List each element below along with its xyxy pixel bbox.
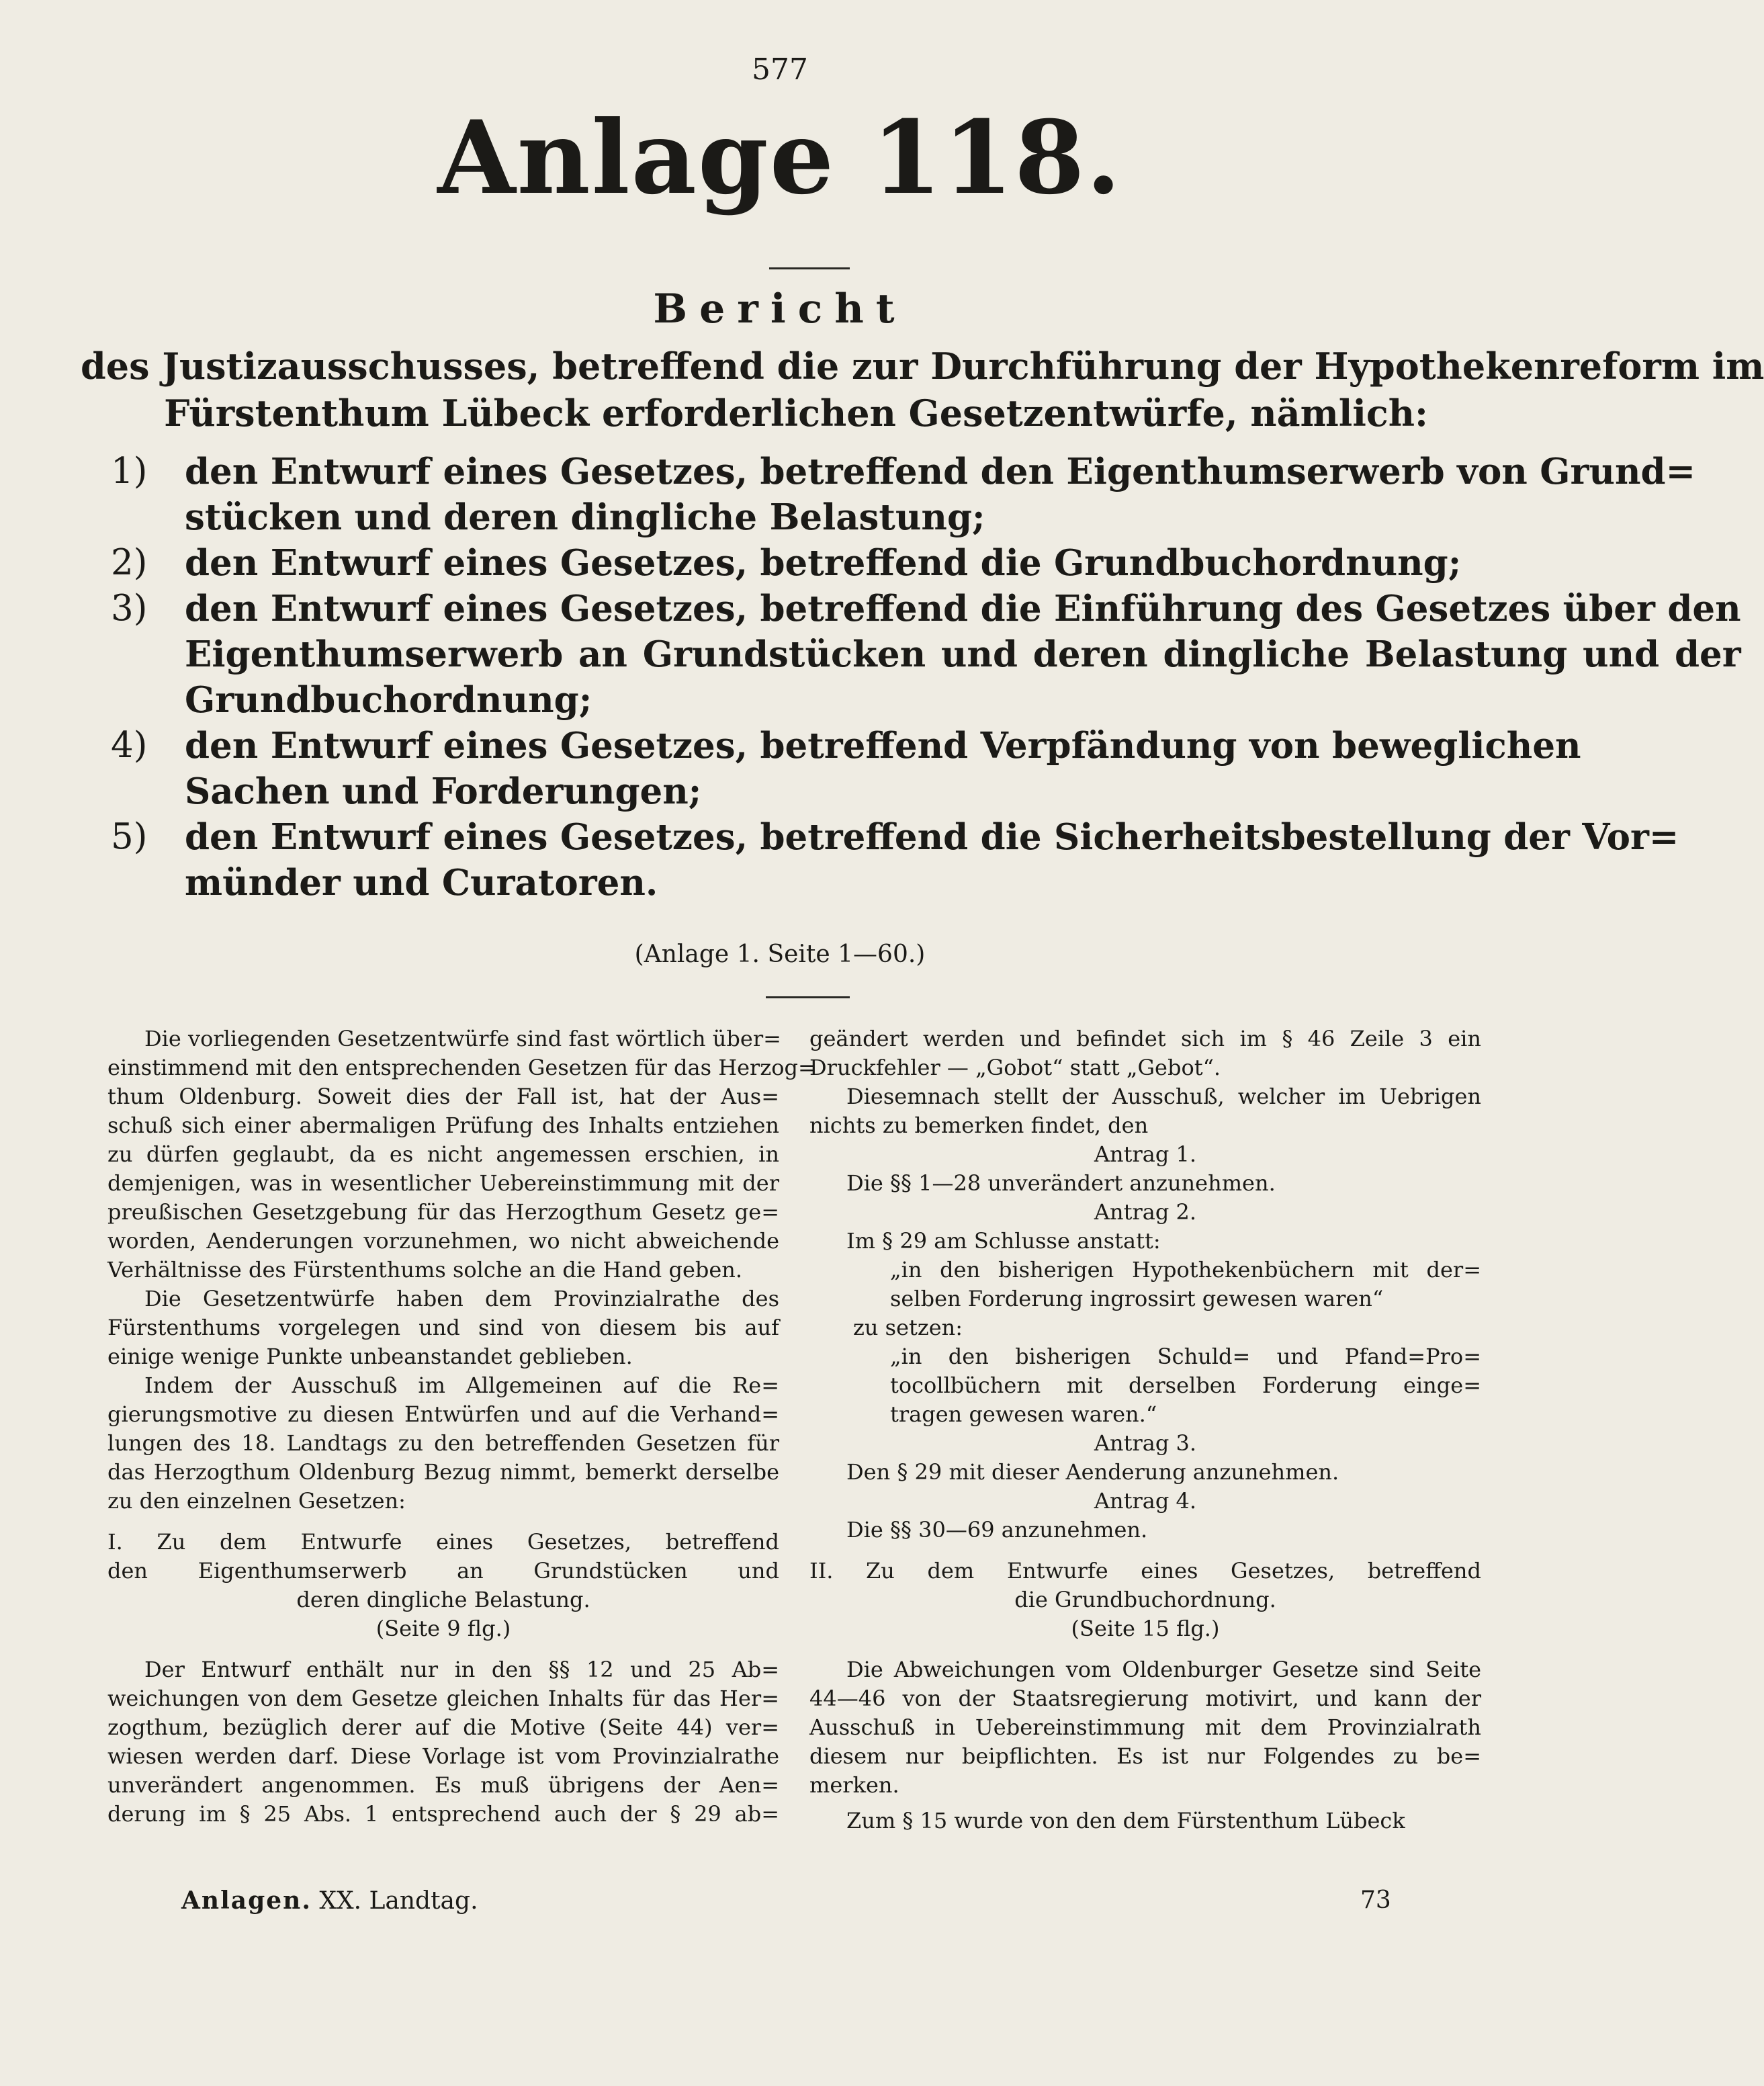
text-line: Diesemnach stellt der Ausschuß, welcher im Uebrigen xyxy=(846,1084,1481,1109)
footer-left xyxy=(181,1886,478,1915)
draft-list-item xyxy=(111,814,1679,906)
text-line: derung im § 25 Abs. 1 entsprechend auch der § 29 ab= xyxy=(107,1801,779,1827)
paragraph xyxy=(809,1082,1481,1140)
text-line: merken. xyxy=(809,1772,899,1798)
draft-list-item xyxy=(111,723,1581,814)
footer-anlagen: Anlagen. xyxy=(181,1886,312,1915)
draft-list xyxy=(111,449,1741,906)
draft-list-text xyxy=(185,814,1679,906)
antrag-text: Im § 29 am Schlusse anstatt: xyxy=(846,1228,1161,1254)
text-line: Die vorliegenden Gesetzentwürfe sind fast wörtlich über= xyxy=(144,1026,781,1051)
paragraph xyxy=(107,1285,779,1371)
text-line: nichts zu bemerken findet, den xyxy=(809,1113,1149,1138)
paragraph xyxy=(809,1025,1481,1082)
text-line: das Herzogthum Oldenburg Bezug nimmt, bemerkt derselbe xyxy=(107,1459,779,1485)
text-line: weichungen von dem Gesetze gleichen Inhalts für das Her= xyxy=(107,1686,779,1711)
text-line: gierungsmotive zu diesen Entwürfen und auf die Verhand= xyxy=(107,1401,779,1427)
antrag-heading: Antrag 1. xyxy=(1094,1141,1197,1167)
left-column xyxy=(107,1025,816,1829)
text-line: Verhältnisse des Fürstenthums solche an die Hand geben. xyxy=(107,1257,743,1283)
text-line: schuß sich einer abermaligen Prüfung des Inhalts entziehen xyxy=(107,1113,779,1138)
section-heading xyxy=(809,1557,1481,1614)
draft-list-number: 2) xyxy=(111,542,148,583)
quoted-text xyxy=(809,1342,1481,1429)
text-line: Indem der Ausschuß im Allgemeinen auf die Re= xyxy=(144,1373,779,1398)
draft-list-number: 1) xyxy=(111,451,148,492)
draft-list-number: 5) xyxy=(111,816,148,857)
text-line: wiesen werden darf. Diese Vorlage ist vom Provinzialrathe xyxy=(107,1743,779,1769)
report-subject xyxy=(81,343,1764,437)
text-line: Die Abweichungen vom Oldenburger Gesetze sind Seite xyxy=(846,1657,1481,1682)
antrag-text: zu setzen: xyxy=(853,1315,963,1340)
report-subject-line: Fürstenthum Lübeck erforderlichen Gesetzentwürfe, nämlich: xyxy=(164,392,1428,435)
anlage-title: Anlage 118. xyxy=(437,99,1122,217)
text-line: Die Gesetzentwürfe haben dem Provinzialrathe des xyxy=(144,1286,779,1311)
text-line: zogthum, bezüglich derer auf die Motive (Seite 44) ver= xyxy=(107,1714,779,1740)
text-line: die Grundbuchordnung. xyxy=(1014,1587,1276,1612)
antrag-heading: Antrag 4. xyxy=(1094,1488,1197,1514)
paragraph xyxy=(809,1655,1481,1800)
text-line: Eigenthumserwerb an Grundstücken und deren dingliche Belastung und der xyxy=(185,634,1741,675)
antrag-text: Die §§ 30—69 anzunehmen. xyxy=(846,1517,1148,1542)
draft-list-text xyxy=(185,540,1511,586)
page-reference: (Anlage 1. Seite 1—60.) xyxy=(634,941,926,968)
footer-page-number: 73 xyxy=(1360,1886,1391,1914)
text-line: den Entwurf eines Gesetzes, betreffend die Grundbuchordnung; xyxy=(185,542,1462,584)
draft-list-number: 3) xyxy=(111,588,148,629)
text-line: 44—46 von der Staatsregierung motivirt, und kann der xyxy=(809,1686,1481,1711)
antrag-heading: Antrag 2. xyxy=(1094,1199,1197,1225)
section-page-reference: (Seite 9 flg.) xyxy=(376,1616,511,1641)
text-line: Der Entwurf enthält nur in den §§ 12 und 25 Ab= xyxy=(144,1657,779,1682)
text-line: Ausschuß in Uebereinstimmung mit dem Provinzialrath xyxy=(809,1714,1481,1740)
text-line: einige wenige Punkte unbeanstandet geblieben. xyxy=(107,1344,633,1369)
draft-list-text xyxy=(185,723,1581,814)
paragraph xyxy=(107,1371,779,1516)
page-number: 577 xyxy=(752,52,808,87)
draft-list-item xyxy=(111,586,1741,723)
text-line: zu den einzelnen Gesetzen: xyxy=(107,1488,406,1514)
section-heading xyxy=(107,1528,779,1614)
text-line: den Entwurf eines Gesetzes, betreffend den Eigenthumserwerb von Grund= xyxy=(185,451,1696,492)
text-line: preußischen Gesetzgebung für das Herzogthum Gesetz ge= xyxy=(107,1199,779,1225)
text-line: den Entwurf eines Gesetzes, betreffend die Einführung des Gesetzes über den xyxy=(185,588,1741,629)
text-line: münder und Curatoren. xyxy=(185,862,658,904)
text-line: zu dürfen geglaubt, da es nicht angemessen erschien, in xyxy=(107,1141,779,1167)
section-divider xyxy=(766,996,850,998)
antrag-text: Die §§ 1—28 unverändert anzunehmen. xyxy=(846,1170,1276,1196)
quoted-text xyxy=(809,1256,1481,1313)
text-line: tocollbüchern mit derselben Forderung einge= xyxy=(890,1373,1481,1398)
text-line: lungen des 18. Landtags zu den betreffenden Gesetzen für xyxy=(107,1430,779,1456)
report-subject-line: des Justizausschusses, betreffend die zur Durchführung der Hypothekenreform im xyxy=(81,345,1764,388)
text-line: Sachen und Forderungen; xyxy=(185,771,702,812)
text-line: „in den bisherigen Schuld= und Pfand=Pro= xyxy=(890,1344,1481,1369)
text-line: deren dingliche Belastung. xyxy=(296,1587,590,1612)
draft-list-item xyxy=(111,449,1696,540)
text-line: den Entwurf eines Gesetzes, betreffend die Sicherheitsbestellung der Vor= xyxy=(185,816,1679,858)
paragraph: Zum § 15 wurde von den dem Fürstenthum Lübeck xyxy=(846,1808,1405,1833)
text-line: Fürstenthums vorgelegen und sind von diesem bis auf xyxy=(107,1315,779,1340)
text-line: „in den bisherigen Hypothekenbüchern mit der= xyxy=(890,1257,1481,1283)
text-line: geändert werden und befindet sich im § 46 Zeile 3 ein xyxy=(809,1026,1481,1051)
text-line: den Entwurf eines Gesetzes, betreffend Verpfändung von beweglichen xyxy=(185,725,1581,767)
draft-list-item xyxy=(111,540,1511,586)
text-line: Druckfehler — „Gobot“ statt „Gebot“. xyxy=(809,1055,1221,1080)
text-line: stücken und deren dingliche Belastung; xyxy=(185,496,985,538)
text-line: tragen gewesen waren.“ xyxy=(890,1401,1157,1427)
footer-landtag: XX. Landtag. xyxy=(319,1887,478,1915)
text-line: diesem nur beipflichten. Es ist nur Folgendes zu be= xyxy=(809,1743,1481,1769)
antrag-heading: Antrag 3. xyxy=(1094,1430,1197,1456)
text-line: selben Forderung ingrossirt gewesen waren“ xyxy=(890,1286,1384,1311)
text-line: I. Zu dem Entwurfe eines Gesetzes, betreffend xyxy=(107,1529,779,1555)
text-line: demjenigen, was in wesentlicher Uebereinstimmung mit der xyxy=(107,1170,779,1196)
text-line: II. Zu dem Entwurfe eines Gesetzes, betreffend xyxy=(809,1558,1481,1583)
report-heading: Bericht xyxy=(653,286,907,333)
right-column xyxy=(809,1025,1481,1835)
text-line: thum Oldenburg. Soweit dies der Fall ist, hat der Aus= xyxy=(107,1084,779,1109)
draft-list-text xyxy=(185,449,1695,540)
paragraph xyxy=(107,1025,816,1285)
text-line: unverändert angenommen. Es muß übrigens der Aen= xyxy=(107,1772,779,1798)
antrag-text: Den § 29 mit dieser Aenderung anzunehmen. xyxy=(846,1459,1339,1485)
text-line: Grundbuchordnung; xyxy=(185,679,592,721)
draft-list-text xyxy=(185,586,1741,723)
draft-list-number: 4) xyxy=(111,725,148,766)
section-page-reference: (Seite 15 flg.) xyxy=(1071,1616,1220,1641)
paragraph xyxy=(107,1655,779,1829)
text-line: worden, Aenderungen vorzunehmen, wo nicht abweichende xyxy=(107,1228,779,1254)
text-line: den Eigenthumserwerb an Grundstücken und xyxy=(107,1558,779,1583)
text-line: einstimmend mit den entsprechenden Gesetzen für das Herzog= xyxy=(107,1055,816,1080)
title-divider xyxy=(769,267,850,269)
